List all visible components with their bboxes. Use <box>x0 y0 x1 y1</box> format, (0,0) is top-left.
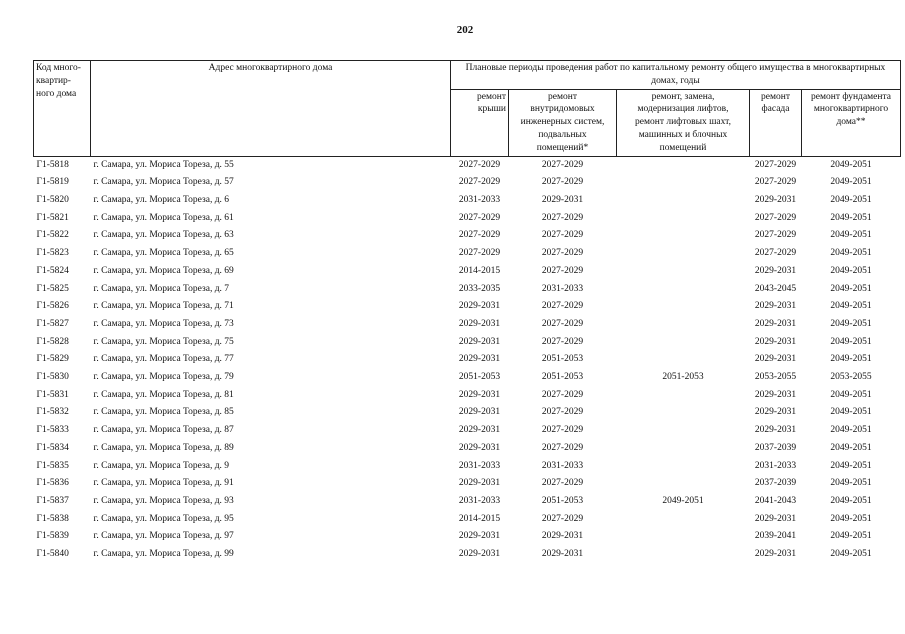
table-row <box>34 404 901 422</box>
cell-code: Г1-5824 <box>36 265 69 276</box>
cell-foundation: 2053-2055 <box>830 372 872 383</box>
cell-roof: 2027-2029 <box>458 177 501 188</box>
cell-address: г. Самара, ул. Мориса Тореза, д. 71 <box>93 301 234 312</box>
cell-facade: 2029-2031 <box>754 265 797 276</box>
cell-facade: 2027-2029 <box>754 212 797 223</box>
cell-internal: 2029-2031 <box>541 531 584 542</box>
header-internal: ремонт внутридомовых инженерных систем, подвальных помещений* <box>509 89 617 156</box>
cell-roof: 2051-2053 <box>458 372 501 383</box>
cell-code: Г1-5835 <box>36 460 69 471</box>
cell-code: Г1-5827 <box>36 318 69 329</box>
cell-address: г. Самара, ул. Мориса Тореза, д. 93 <box>93 495 234 506</box>
cell-facade: 2031-2033 <box>754 460 797 471</box>
cell-code: Г1-5837 <box>36 495 69 506</box>
cell-facade: 2029-2031 <box>754 389 797 400</box>
cell-internal: 2027-2029 <box>541 159 584 170</box>
cell-lifts <box>617 316 750 334</box>
cell-roof: 2029-2031 <box>458 425 501 436</box>
cell-address: г. Самара, ул. Мориса Тореза, д. 95 <box>93 513 234 524</box>
cell-internal: 2031-2033 <box>541 283 584 294</box>
cell-code: Г1-5828 <box>36 336 69 347</box>
cell-lifts <box>617 210 750 228</box>
cell-foundation: 2049-2051 <box>830 336 872 347</box>
cell-foundation: 2049-2051 <box>830 318 872 329</box>
cell-internal: 2051-2053 <box>541 354 584 365</box>
cell-code: Г1-5834 <box>36 442 69 453</box>
cell-foundation: 2049-2051 <box>830 531 872 542</box>
cell-code: Г1-5826 <box>36 301 69 312</box>
cell-address: г. Самара, ул. Мориса Тореза, д. 73 <box>93 318 234 329</box>
cell-roof: 2029-2031 <box>458 301 501 312</box>
header-lifts: ремонт, замена, модернизация лифтов, ремонт лифтовых шахт, машинных и блочных помещений <box>617 89 750 156</box>
cell-roof: 2029-2031 <box>458 336 501 347</box>
cell-foundation: 2049-2051 <box>830 549 872 560</box>
cell-address: г. Самара, ул. Мориса Тореза, д. 9 <box>93 460 230 471</box>
cell-roof: 2029-2031 <box>458 318 501 329</box>
table-row <box>34 511 901 529</box>
cell-facade: 2037-2039 <box>754 478 797 489</box>
cell-foundation: 2049-2051 <box>830 354 872 365</box>
cell-roof: 2027-2029 <box>458 159 501 170</box>
cell-internal: 2027-2029 <box>541 425 584 436</box>
cell-lifts <box>617 156 750 174</box>
cell-facade: 2027-2029 <box>754 248 797 259</box>
cell-foundation: 2049-2051 <box>830 495 872 506</box>
table-row <box>34 458 901 476</box>
cell-code: Г1-5820 <box>36 195 69 205</box>
cell-facade: 2041-2043 <box>754 495 797 506</box>
cell-foundation: 2049-2051 <box>830 283 872 294</box>
cell-roof: 2029-2031 <box>458 354 501 365</box>
cell-roof: 2029-2031 <box>458 407 501 418</box>
cell-lifts: 2049-2051 <box>662 495 704 506</box>
cell-foundation: 2049-2051 <box>830 460 872 471</box>
cell-address: г. Самара, ул. Мориса Тореза, д. 61 <box>93 212 234 223</box>
cell-foundation: 2049-2051 <box>830 159 872 170</box>
cell-lifts <box>617 475 750 493</box>
cell-foundation: 2049-2051 <box>830 177 872 188</box>
cell-facade: 2029-2031 <box>754 425 797 436</box>
cell-internal: 2027-2029 <box>541 336 584 347</box>
cell-address: г. Самара, ул. Мориса Тореза, д. 89 <box>93 442 234 453</box>
cell-lifts: 2051-2053 <box>662 372 704 383</box>
cell-internal: 2027-2029 <box>541 478 584 489</box>
cell-lifts <box>617 298 750 316</box>
cell-address: г. Самара, ул. Мориса Тореза, д. 97 <box>93 531 234 542</box>
cell-roof: 2029-2031 <box>458 389 501 400</box>
cell-code: Г1-5829 <box>36 354 69 365</box>
cell-internal: 2027-2029 <box>541 389 584 400</box>
table-row <box>34 281 901 299</box>
cell-facade: 2027-2029 <box>754 230 797 241</box>
cell-lifts <box>617 351 750 369</box>
header-code: Код много- квартир- ного дома <box>34 61 91 157</box>
cell-lifts <box>617 387 750 405</box>
cell-internal: 2027-2029 <box>541 442 584 453</box>
header-facade: ремонт фасада <box>750 89 802 156</box>
cell-code: Г1-5836 <box>36 478 69 489</box>
cell-address: г. Самара, ул. Мориса Тореза, д. 69 <box>93 265 234 276</box>
table-row <box>34 334 901 352</box>
table-row <box>34 528 901 546</box>
cell-roof: 2027-2029 <box>458 212 501 223</box>
table-row <box>34 440 901 458</box>
cell-foundation: 2049-2051 <box>830 389 872 400</box>
table-row <box>34 493 901 511</box>
cell-lifts <box>617 334 750 352</box>
repair-schedule-table <box>33 60 901 564</box>
cell-roof: 2029-2031 <box>458 549 501 560</box>
cell-address: г. Самара, ул. Мориса Тореза, д. 91 <box>93 478 234 489</box>
cell-code: Г1-5821 <box>36 212 69 223</box>
cell-code: Г1-5830 <box>36 372 69 383</box>
cell-address: г. Самара, ул. Мориса Тореза, д. 75 <box>93 336 234 347</box>
cell-facade: 2029-2031 <box>754 301 797 312</box>
cell-foundation: 2049-2051 <box>830 425 872 436</box>
cell-facade: 2029-2031 <box>754 549 797 560</box>
cell-facade: 2029-2031 <box>754 195 797 205</box>
cell-address: г. Самара, ул. Мориса Тореза, д. 65 <box>93 248 234 259</box>
cell-address: г. Самара, ул. Мориса Тореза, д. 6 <box>93 195 230 205</box>
cell-internal: 2027-2029 <box>541 230 584 241</box>
cell-facade: 2029-2031 <box>754 407 797 418</box>
cell-address: г. Самара, ул. Мориса Тореза, д. 63 <box>93 230 234 241</box>
cell-code: Г1-5822 <box>36 230 69 241</box>
cell-lifts <box>617 245 750 263</box>
cell-code: Г1-5818 <box>36 159 69 170</box>
header-foundation: ремонт фундамента многоквартирного дома** <box>802 89 901 156</box>
cell-address: г. Самара, ул. Мориса Тореза, д. 7 <box>93 283 230 294</box>
cell-foundation: 2049-2051 <box>830 513 872 524</box>
cell-foundation: 2049-2051 <box>830 212 872 223</box>
table-row <box>34 156 901 174</box>
cell-facade: 2029-2031 <box>754 513 797 524</box>
table-row <box>34 263 901 281</box>
cell-internal: 2051-2053 <box>541 495 584 506</box>
table-row <box>34 387 901 405</box>
cell-internal: 2031-2033 <box>541 460 584 471</box>
cell-facade: 2043-2045 <box>754 283 797 294</box>
table-row <box>34 245 901 263</box>
cell-facade: 2029-2031 <box>754 318 797 329</box>
cell-lifts <box>617 263 750 281</box>
cell-roof: 2031-2033 <box>458 195 501 205</box>
cell-code: Г1-5839 <box>36 531 69 542</box>
header-roof: ремонт крыши <box>451 89 509 156</box>
cell-internal: 2027-2029 <box>541 177 584 188</box>
cell-facade: 2053-2055 <box>754 372 797 383</box>
cell-foundation: 2049-2051 <box>830 265 872 276</box>
cell-foundation: 2049-2051 <box>830 478 872 489</box>
cell-lifts <box>617 458 750 476</box>
cell-code: Г1-5833 <box>36 425 69 436</box>
cell-internal: 2027-2029 <box>541 265 584 276</box>
cell-code: Г1-5823 <box>36 248 69 259</box>
cell-internal: 2051-2053 <box>541 372 584 383</box>
header-periods: Плановые периоды проведения работ по капитальному ремонту общего имущества в многоквартирных домах, годы <box>451 61 901 90</box>
cell-roof: 2033-2035 <box>458 283 501 294</box>
cell-address: г. Самара, ул. Мориса Тореза, д. 55 <box>93 159 234 170</box>
cell-code: Г1-5838 <box>36 513 69 524</box>
header-address: Адрес многоквартирного дома <box>91 61 451 157</box>
table-row <box>34 227 901 245</box>
cell-address: г. Самара, ул. Мориса Тореза, д. 79 <box>93 372 234 383</box>
cell-roof: 2029-2031 <box>458 531 501 542</box>
cell-address: г. Самара, ул. Мориса Тореза, д. 85 <box>93 407 234 418</box>
table-row <box>34 316 901 334</box>
cell-lifts <box>617 227 750 245</box>
cell-roof: 2027-2029 <box>458 230 501 241</box>
cell-address: г. Самара, ул. Мориса Тореза, д. 57 <box>93 177 234 188</box>
cell-lifts <box>617 511 750 529</box>
table-row <box>34 298 901 316</box>
cell-internal: 2027-2029 <box>541 301 584 312</box>
cell-roof: 2029-2031 <box>458 478 501 489</box>
cell-roof: 2031-2033 <box>458 495 501 506</box>
page-number: 202 <box>456 24 474 36</box>
cell-code: Г1-5840 <box>36 549 69 560</box>
cell-foundation: 2049-2051 <box>830 248 872 259</box>
table-row <box>34 174 901 192</box>
cell-lifts <box>617 546 750 564</box>
table-row <box>34 369 901 387</box>
cell-internal: 2027-2029 <box>541 318 584 329</box>
cell-foundation: 2049-2051 <box>830 407 872 418</box>
cell-lifts <box>617 440 750 458</box>
cell-internal: 2027-2029 <box>541 513 584 524</box>
cell-internal: 2027-2029 <box>541 212 584 223</box>
cell-foundation: 2049-2051 <box>830 442 872 453</box>
cell-address: г. Самара, ул. Мориса Тореза, д. 81 <box>93 389 234 400</box>
table-row <box>34 422 901 440</box>
cell-lifts <box>617 174 750 192</box>
table-row <box>34 546 901 564</box>
cell-facade: 2039-2041 <box>754 531 797 542</box>
cell-lifts <box>617 528 750 546</box>
cell-internal: 2027-2029 <box>541 407 584 418</box>
cell-address: г. Самара, ул. Мориса Тореза, д. 99 <box>93 549 234 560</box>
cell-facade: 2029-2031 <box>754 354 797 365</box>
cell-roof: 2014-2015 <box>458 513 501 524</box>
table-row <box>34 351 901 369</box>
cell-internal: 2029-2031 <box>541 195 584 205</box>
cell-internal: 2029-2031 <box>541 549 584 560</box>
cell-address: г. Самара, ул. Мориса Тореза, д. 77 <box>93 354 234 365</box>
cell-lifts <box>617 281 750 299</box>
cell-facade: 2027-2029 <box>754 159 797 170</box>
cell-code: Г1-5819 <box>36 177 69 188</box>
cell-facade: 2029-2031 <box>754 336 797 347</box>
table-row <box>34 210 901 228</box>
cell-facade: 2037-2039 <box>754 442 797 453</box>
cell-foundation: 2049-2051 <box>830 195 872 205</box>
cell-lifts <box>617 404 750 422</box>
table-row <box>34 192 901 210</box>
cell-lifts <box>617 192 750 210</box>
cell-roof: 2014-2015 <box>458 265 501 276</box>
cell-code: Г1-5825 <box>36 283 69 294</box>
cell-facade: 2027-2029 <box>754 177 797 188</box>
cell-lifts <box>617 422 750 440</box>
cell-code: Г1-5832 <box>36 407 69 418</box>
table-row <box>34 475 901 493</box>
cell-foundation: 2049-2051 <box>830 301 872 312</box>
cell-roof: 2027-2029 <box>458 248 501 259</box>
cell-roof: 2031-2033 <box>458 460 501 471</box>
cell-foundation: 2049-2051 <box>830 230 872 241</box>
cell-code: Г1-5831 <box>36 389 69 400</box>
cell-roof: 2029-2031 <box>458 442 501 453</box>
cell-address: г. Самара, ул. Мориса Тореза, д. 87 <box>93 425 234 436</box>
cell-internal: 2027-2029 <box>541 248 584 259</box>
